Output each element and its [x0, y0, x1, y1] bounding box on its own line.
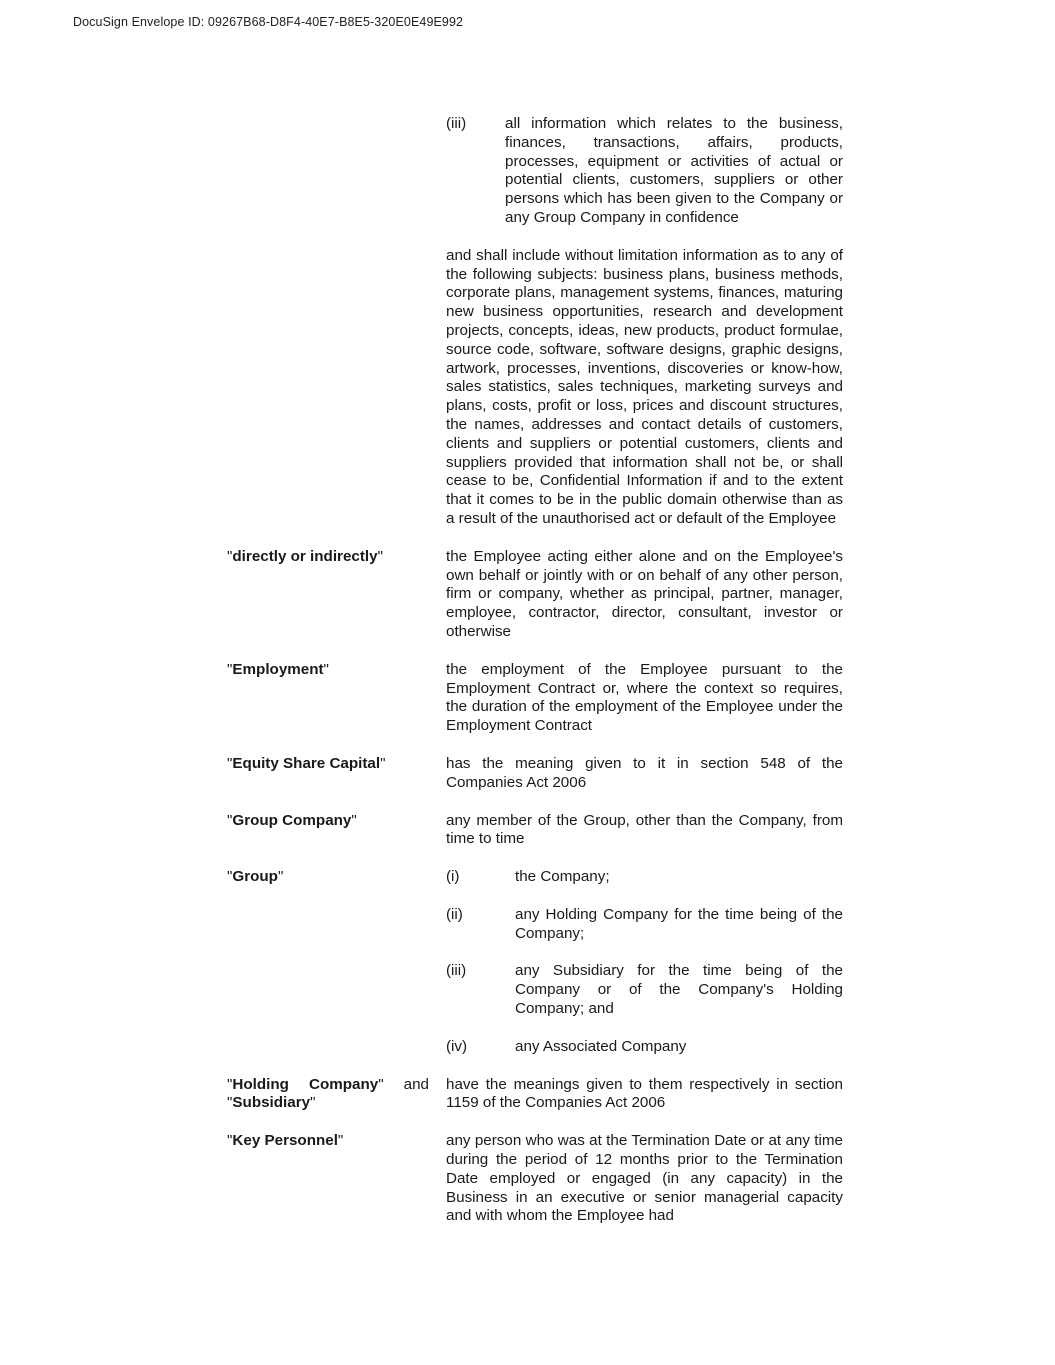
term-joiner: and — [403, 1075, 429, 1093]
definition-meaning: have the meanings given to them respectively in section 1159 of the Companies Act 2006 — [446, 1075, 843, 1112]
item-text: any Subsidiary for the time being of the Company or of the Company's Holding Company; and — [515, 962, 843, 1018]
definition-term: "directly or indirectly" — [227, 547, 383, 565]
term-text: Group Company — [232, 811, 352, 829]
item-number: (ii) — [446, 905, 463, 923]
definition-meaning: has the meaning given to it in section 548 of the Companies Act 2006 — [446, 754, 843, 791]
definition-term: "Group Company" — [227, 811, 357, 829]
document-body — [227, 115, 843, 1245]
definition-meaning: any member of the Group, other than the Company, from time to time — [446, 811, 843, 848]
definition-term: "Key Personnel" — [227, 1132, 344, 1150]
definition-term: "Holding Company" and "Subsidiary" — [227, 1075, 429, 1112]
definition-term: "Equity Share Capital" — [227, 754, 386, 772]
definition-equity-share-capital — [227, 755, 843, 793]
item-number: (iii) — [446, 962, 467, 980]
term-text: Group — [232, 868, 278, 886]
definition-meaning: any person who was at the Termination Date or at any time during the period of 12 months prior to the Termination Date employed or engaged (in any capacity) in the Business in an executive or senior managerial capacity and with whom the Employee had — [446, 1132, 843, 1225]
term-text: Equity Share Capital — [232, 754, 381, 772]
definition-meaning: the employment of the Employee pursuant to the Employment Contract or, where the context so requires, the duration of the employment of the Employee under the Employment Contract — [446, 660, 843, 735]
term-text: directly or indirectly — [232, 547, 378, 565]
definition-key-personnel — [227, 1132, 843, 1226]
item-text: any Holding Company for the time being of the Company; — [515, 905, 843, 942]
group-member-item — [446, 868, 843, 887]
item-number: (iii) — [446, 115, 467, 132]
confidential-info-continuation: and shall include without limitation information as to any of the following subjects: business plans, business methods, corporate plans, management systems, finances, maturing new business opportunities, research and development projects, concepts, ideas, new products, product formulae, source code, software, software designs, graphic designs, artwork, processes, inventions, discoveries or know-how, sales statistics, sales techniques, marketing surveys and plans, costs, profit or loss, prices and discount structures, the names, addresses and contact details of customers, clients and suppliers or potential customers, clients and suppliers provided that information shall not be, or shall cease to be, Confidential Information if and to the extent that it comes to be in the public domain otherwise than as a result of the unauthorised act or default of the Employee — [446, 246, 843, 527]
term-text-holding: Holding Company — [232, 1075, 379, 1093]
group-member-item — [446, 1038, 843, 1057]
item-text: any Associated Company — [515, 1037, 687, 1055]
group-members-list — [446, 868, 843, 1057]
term-text-subsidiary: Subsidiary — [232, 1094, 311, 1112]
term-text: Employment — [232, 660, 324, 678]
definition-meaning: the Employee acting either alone and on the Employee's own behalf or jointly with or on behalf of any other person, firm or company, whether as principal, partner, manager, employee, contractor, director, consultant, investor or otherwise — [446, 547, 843, 640]
term-text: Key Personnel — [232, 1132, 338, 1150]
definition-term: "Group" — [227, 868, 284, 886]
group-member-item — [446, 906, 843, 944]
item-text: the Company; — [515, 868, 610, 886]
definition-group-company — [227, 812, 843, 850]
item-text: all information which relates to the business, finances, transactions, affairs, products, processes, equipment or activities of actual or potential clients, customers, suppliers or other persons which has been given to the Company or any Group Company in confidence — [505, 115, 843, 226]
definition-holding-company-and-subsidiary — [227, 1076, 843, 1114]
item-number: (i) — [446, 868, 460, 886]
group-member-item — [446, 962, 843, 1018]
definition-employment — [227, 661, 843, 736]
item-number: (iv) — [446, 1037, 468, 1055]
confidential-info-item-iii — [446, 115, 843, 228]
definition-directly-or-indirectly — [227, 548, 843, 642]
definition-term: "Employment" — [227, 660, 329, 678]
docusign-envelope-id: DocuSign Envelope ID: 09267B68-D8F4-40E7-B8E5-320E0E49E992 — [73, 15, 464, 29]
definition-group — [227, 868, 843, 1057]
